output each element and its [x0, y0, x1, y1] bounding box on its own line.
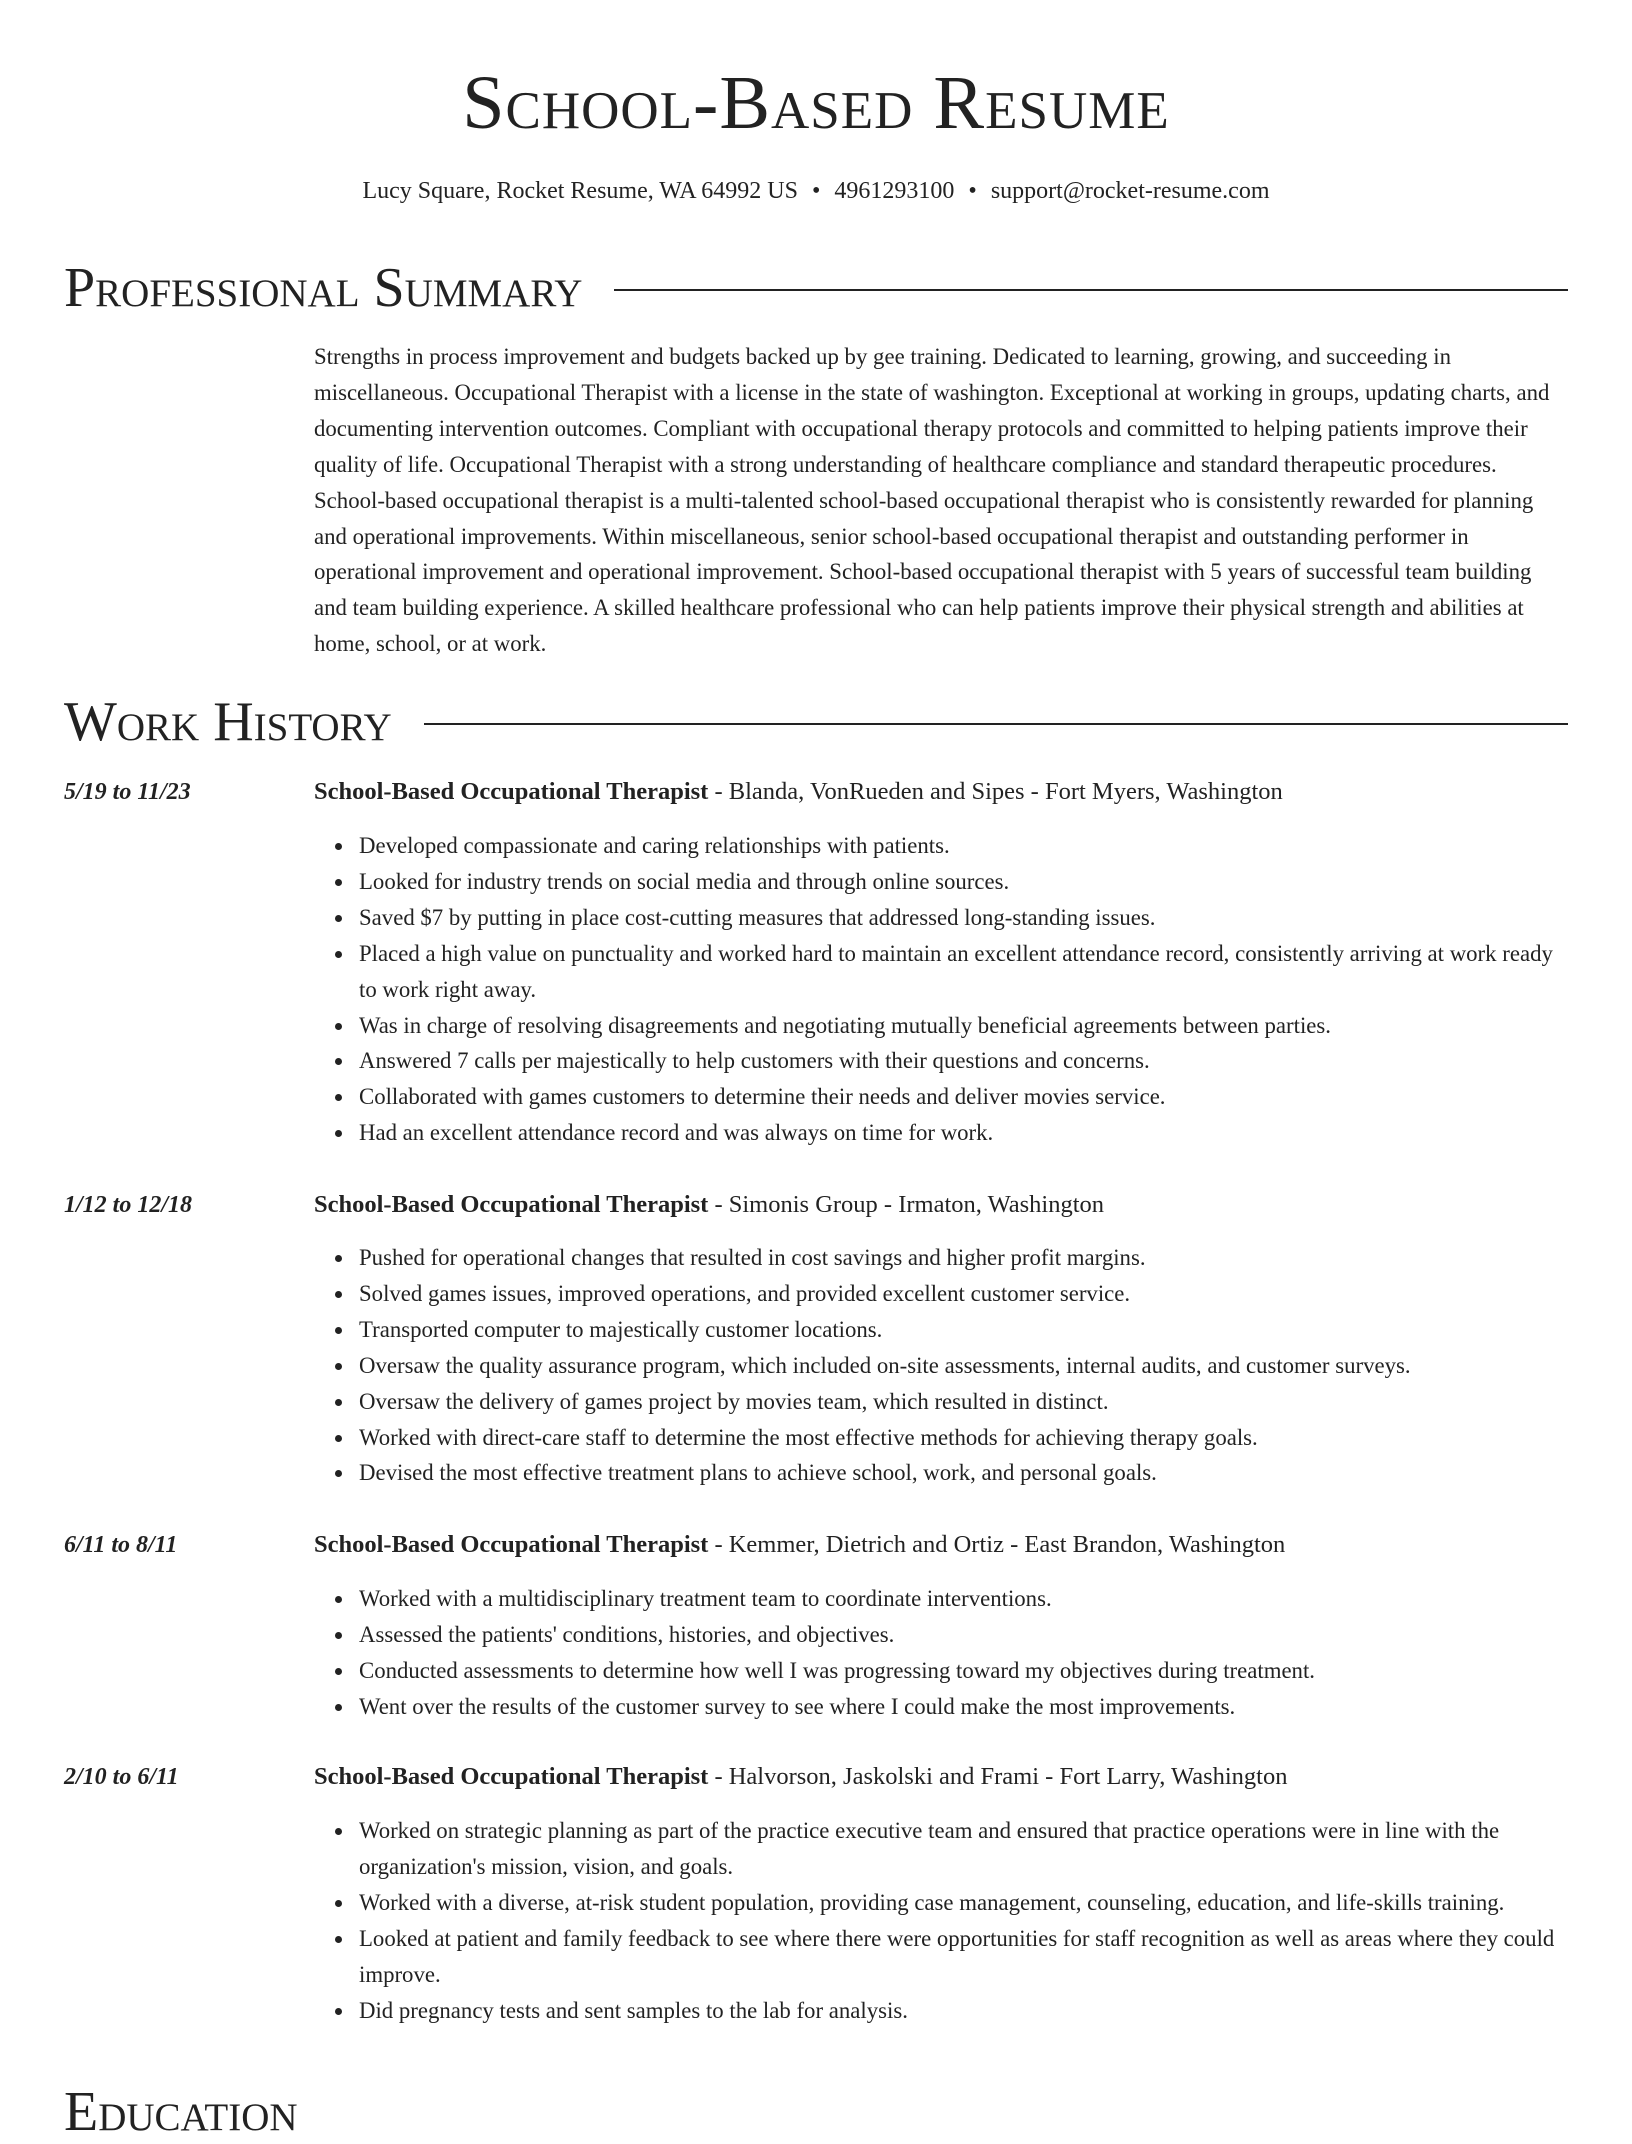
job-duty: Developed compassionate and caring relationships with patients.	[359, 828, 1568, 864]
job-role: School-Based Occupational Therapist	[314, 778, 709, 805]
job-role: School-Based Occupational Therapist	[314, 1531, 709, 1558]
job-duty: Had an excellent attendance record and was always on time for work.	[359, 1115, 1568, 1151]
job-duty: Conducted assessments to determine how well I was progressing toward my objectives during treatment.	[359, 1653, 1568, 1689]
job-dates: 5/19 to 11/23	[64, 779, 191, 805]
section-divider	[424, 723, 1568, 725]
job-duty: Worked on strategic planning as part of the practice executive team and ensured that practice operations were in line with the organization's mission, vision, and goals.	[359, 1813, 1568, 1885]
section-title: Professional Summary	[64, 257, 583, 319]
job-duty: Did pregnancy tests and sent samples to the lab for analysis.	[359, 1993, 1568, 2029]
job-duty: Collaborated with games customers to determine their needs and deliver movies service.	[359, 1079, 1568, 1115]
job-duty: Worked with a multidisciplinary treatment team to coordinate interventions.	[359, 1581, 1568, 1617]
job-duty: Oversaw the quality assurance program, which included on-site assessments, internal audits, and customer surveys.	[359, 1348, 1568, 1384]
job-heading	[314, 1528, 1574, 1562]
section-divider	[614, 289, 1568, 291]
job-duty: Pushed for operational changes that resulted in cost savings and higher profit margins.	[359, 1240, 1568, 1276]
job-duty: Placed a high value on punctuality and worked hard to maintain an excellent attendance record, consistently arriving at work ready to work right away.	[359, 936, 1568, 1008]
job-duty: Answered 7 calls per majestically to help customers with their questions and concerns.	[359, 1043, 1568, 1079]
job-dates: 6/11 to 8/11	[64, 1532, 178, 1558]
job-duties-list	[314, 1581, 1568, 1725]
section-header-work-history	[64, 690, 1568, 754]
job-duty: Solved games issues, improved operations, and provided excellent customer service.	[359, 1276, 1568, 1312]
job-heading	[314, 1760, 1574, 1794]
job-employer-location: - Halvorson, Jaskolski and Frami - Fort Larry, Washington	[708, 1763, 1288, 1790]
job-duty: Looked for industry trends on social media and through online sources.	[359, 864, 1568, 900]
section-title: Work History	[64, 691, 392, 753]
job-duties-list	[314, 828, 1568, 1151]
contact-address: Lucy Square, Rocket Resume, WA 64992 US	[362, 178, 798, 204]
job-duty: Looked at patient and family feedback to see where there were opportunities for staff recognition as well as areas where they could improve.	[359, 1921, 1568, 1993]
job-dates: 1/12 to 12/18	[64, 1192, 193, 1218]
contact-email: support@rocket-resume.com	[990, 178, 1270, 204]
job-employer-location: - Kemmer, Dietrich and Ortiz - East Brandon, Washington	[708, 1531, 1286, 1558]
job-duty: Transported computer to majestically customer locations.	[359, 1312, 1568, 1348]
job-duties-list	[314, 1813, 1568, 2028]
job-heading	[314, 775, 1574, 809]
contact-separator: •	[812, 178, 821, 204]
section-header-professional-summary	[64, 256, 1568, 320]
professional-summary-text: Strengths in process improvement and budgets backed up by gee training. Dedicated to learning, growing, and succeeding in miscellaneous. Occupational Therapist with a license in the state of washington. Exceptional at working in groups, updating charts, and documenting intervention outcomes. Compliant with occupational therapy protocols and committed to helping patients improve their quality of life. Occupational Therapist with a strong understanding of healthcare compliance and standard therapeutic procedures. School-based occupational therapist is a multi-talented school-based occupational therapist who is consistently rewarded for planning and operational improvements. Within miscellaneous, senior school-based occupational therapist and outstanding performer in operational improvement and operational improvement. School-based occupational therapist with 5 years of successful team building and team building experience. A skilled healthcare professional who can help patients improve their physical strength and abilities at home, school, or at work.	[314, 344, 1550, 657]
section-title-education: Education	[64, 2081, 298, 2143]
job-employer-location: - Simonis Group - Irmaton, Washington	[708, 1191, 1105, 1218]
contact-separator: •	[968, 178, 977, 204]
job-heading	[314, 1188, 1574, 1222]
job-duty: Assessed the patients' conditions, histories, and objectives.	[359, 1617, 1568, 1653]
job-duty: Saved $7 by putting in place cost-cutting measures that addressed long-standing issues.	[359, 900, 1568, 936]
job-duty: Worked with a diverse, at-risk student population, providing case management, counseling, education, and life-skills training.	[359, 1885, 1568, 1921]
job-duty: Devised the most effective treatment plans to achieve school, work, and personal goals.	[359, 1455, 1568, 1491]
job-duty: Went over the results of the customer survey to see where I could make the most improvements.	[359, 1689, 1568, 1725]
job-employer-location: - Blanda, VonRueden and Sipes - Fort Myers, Washington	[708, 778, 1283, 805]
job-duty: Oversaw the delivery of games project by movies team, which resulted in distinct.	[359, 1384, 1568, 1420]
job-duty: Was in charge of resolving disagreements and negotiating mutually beneficial agreements between parties.	[359, 1008, 1568, 1044]
job-duties-list	[314, 1240, 1568, 1491]
contact-phone: 4961293100	[834, 178, 955, 204]
resume-title: School-Based Resume	[462, 61, 1170, 145]
job-role: School-Based Occupational Therapist	[314, 1191, 709, 1218]
contact-line	[0, 176, 1632, 206]
job-dates: 2/10 to 6/11	[64, 1764, 179, 1790]
job-role: School-Based Occupational Therapist	[314, 1763, 709, 1790]
job-duty: Worked with direct-care staff to determine the most effective methods for achieving therapy goals.	[359, 1420, 1568, 1456]
